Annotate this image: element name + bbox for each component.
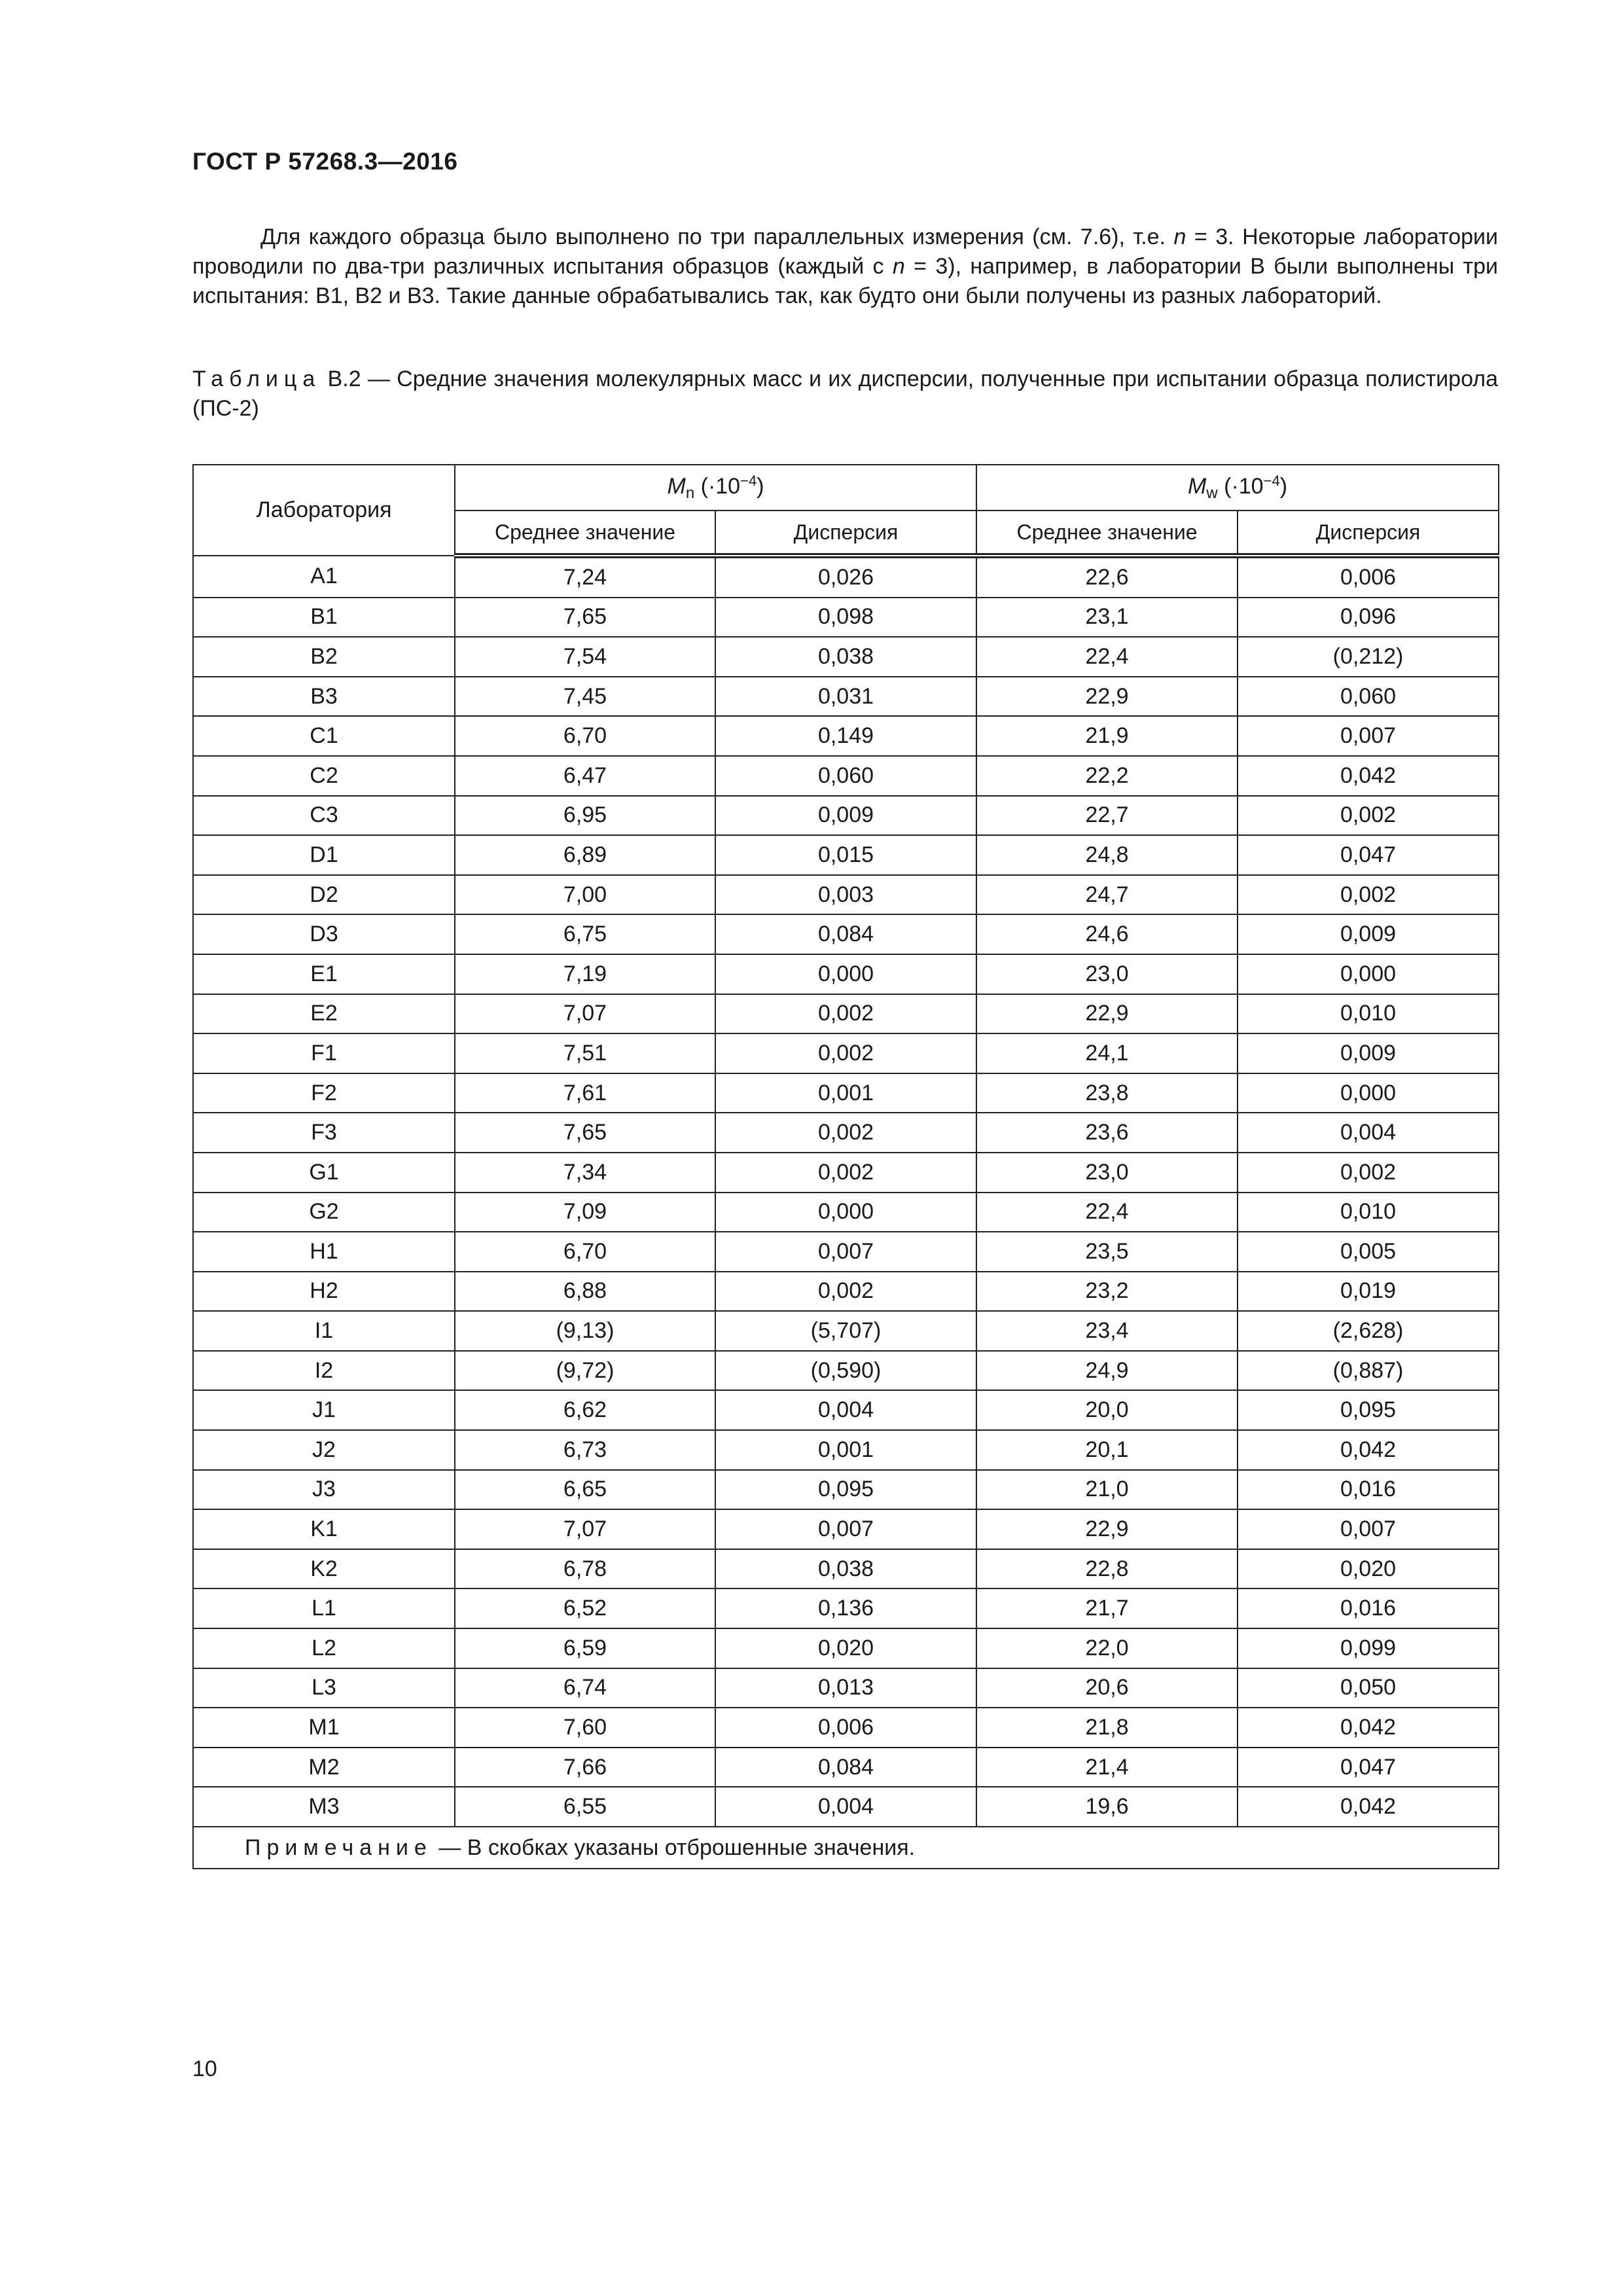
note-text: — В скобках указаны отброшенные значения. <box>432 1835 916 1860</box>
cell-laboratory: C3 <box>193 796 455 836</box>
cell-mw-mean: 20,6 <box>976 1668 1238 1708</box>
table-caption-text: B.2 — Средние значения молекулярных масс и их дисперсии, полученные при испытании образца полистирола (ПС-2) <box>192 367 1498 421</box>
cell-laboratory: J3 <box>193 1470 455 1510</box>
cell-mn-mean: (9,13) <box>455 1311 715 1351</box>
cell-laboratory: I1 <box>193 1311 455 1351</box>
mn-symbol: M <box>667 474 686 499</box>
table-row <box>193 1470 1499 1510</box>
cell-mw-mean: 24,8 <box>976 835 1238 875</box>
cell-laboratory: G1 <box>193 1153 455 1193</box>
table-row <box>193 1509 1499 1549</box>
cell-laboratory: L1 <box>193 1588 455 1628</box>
cell-mw-dispersion: 0,099 <box>1238 1628 1499 1668</box>
intro-n-2: n <box>892 254 905 279</box>
cell-mw-dispersion: 0,010 <box>1238 1193 1499 1232</box>
table-row <box>193 1549 1499 1589</box>
cell-laboratory: L3 <box>193 1668 455 1708</box>
cell-mn-dispersion: 0,002 <box>715 1272 976 1312</box>
cell-laboratory: E1 <box>193 954 455 994</box>
cell-mn-dispersion: 0,020 <box>715 1628 976 1668</box>
table-row <box>193 1351 1499 1391</box>
mn-subscript: n <box>685 484 695 502</box>
intro-paragraph <box>192 223 1498 311</box>
cell-laboratory: K2 <box>193 1549 455 1589</box>
cell-mn-dispersion: 0,007 <box>715 1509 976 1549</box>
cell-mn-dispersion: 0,009 <box>715 796 976 836</box>
cell-mw-mean: 20,1 <box>976 1430 1238 1470</box>
cell-mw-mean: 22,0 <box>976 1628 1238 1668</box>
cell-laboratory: F2 <box>193 1073 455 1113</box>
cell-laboratory: C1 <box>193 716 455 756</box>
mw-scale: (·10 <box>1217 474 1264 499</box>
mw-scale-close: ) <box>1279 474 1288 499</box>
cell-mn-dispersion: 0,001 <box>715 1073 976 1113</box>
cell-laboratory: M3 <box>193 1787 455 1827</box>
table-row <box>193 1311 1499 1351</box>
cell-laboratory: J1 <box>193 1390 455 1430</box>
cell-mw-dispersion: 0,009 <box>1238 1033 1499 1073</box>
cell-mw-dispersion: 0,060 <box>1238 677 1499 717</box>
cell-mn-mean: 7,00 <box>455 875 715 915</box>
cell-mn-dispersion: (0,590) <box>715 1351 976 1391</box>
cell-mw-dispersion: 0,000 <box>1238 954 1499 994</box>
cell-mw-dispersion: 0,042 <box>1238 1430 1499 1470</box>
cell-mn-dispersion: 0,038 <box>715 637 976 677</box>
header-mw-dispersion: Дисперсия <box>1238 511 1499 556</box>
table-row <box>193 1193 1499 1232</box>
cell-mw-mean: 23,2 <box>976 1272 1238 1312</box>
document-standard-header: ГОСТ Р 57268.3—2016 <box>192 148 458 175</box>
cell-mw-mean: 23,0 <box>976 954 1238 994</box>
cell-laboratory: M2 <box>193 1748 455 1787</box>
cell-laboratory: H1 <box>193 1232 455 1272</box>
table-body <box>193 556 1499 1827</box>
cell-mn-dispersion: 0,002 <box>715 1033 976 1073</box>
cell-laboratory: C2 <box>193 756 455 796</box>
note-label: Примечание <box>245 1835 433 1860</box>
cell-mn-mean: 6,70 <box>455 1232 715 1272</box>
cell-mw-dispersion: 0,002 <box>1238 1153 1499 1193</box>
cell-mn-dispersion: 0,015 <box>715 835 976 875</box>
cell-laboratory: I2 <box>193 1351 455 1391</box>
cell-mw-dispersion: 0,004 <box>1238 1113 1499 1153</box>
cell-laboratory: H2 <box>193 1272 455 1312</box>
table-row <box>193 1390 1499 1430</box>
cell-laboratory: G2 <box>193 1193 455 1232</box>
cell-mn-mean: 7,51 <box>455 1033 715 1073</box>
cell-mn-mean: 7,54 <box>455 637 715 677</box>
header-mw-group <box>976 465 1499 511</box>
cell-mw-mean: 19,6 <box>976 1787 1238 1827</box>
cell-laboratory: A1 <box>193 556 455 598</box>
cell-mw-dispersion: 0,042 <box>1238 1708 1499 1748</box>
cell-mw-mean: 21,0 <box>976 1470 1238 1510</box>
table-row <box>193 598 1499 637</box>
table-row <box>193 1153 1499 1193</box>
header-mn-dispersion: Дисперсия <box>715 511 976 556</box>
cell-laboratory: D3 <box>193 914 455 954</box>
cell-mw-dispersion: 0,016 <box>1238 1588 1499 1628</box>
cell-mn-mean: 6,95 <box>455 796 715 836</box>
cell-mw-mean: 24,9 <box>976 1351 1238 1391</box>
cell-mn-mean: 6,75 <box>455 914 715 954</box>
cell-mw-dispersion: 0,009 <box>1238 914 1499 954</box>
cell-mw-mean: 23,4 <box>976 1311 1238 1351</box>
cell-laboratory: D2 <box>193 875 455 915</box>
cell-mw-mean: 21,8 <box>976 1708 1238 1748</box>
table-row <box>193 796 1499 836</box>
cell-mn-mean: 6,70 <box>455 716 715 756</box>
cell-mw-dispersion: 0,005 <box>1238 1232 1499 1272</box>
cell-mn-mean: 6,65 <box>455 1470 715 1510</box>
cell-mw-mean: 23,5 <box>976 1232 1238 1272</box>
page-number: 10 <box>192 2056 217 2081</box>
cell-mw-mean: 21,4 <box>976 1748 1238 1787</box>
cell-mw-dispersion: 0,010 <box>1238 994 1499 1034</box>
cell-mn-mean: 6,89 <box>455 835 715 875</box>
cell-mw-dispersion: (0,212) <box>1238 637 1499 677</box>
intro-n-1: n <box>1173 224 1186 249</box>
table-row <box>193 1430 1499 1470</box>
cell-mn-mean: 7,66 <box>455 1748 715 1787</box>
table-row <box>193 556 1499 598</box>
cell-mw-mean: 22,4 <box>976 637 1238 677</box>
cell-mn-dispersion: 0,098 <box>715 598 976 637</box>
cell-laboratory: F1 <box>193 1033 455 1073</box>
cell-laboratory: B3 <box>193 677 455 717</box>
cell-mn-mean: 6,47 <box>455 756 715 796</box>
mn-exponent: −4 <box>740 473 757 489</box>
table-row <box>193 1628 1499 1668</box>
cell-mw-mean: 23,6 <box>976 1113 1238 1153</box>
table-row <box>193 677 1499 717</box>
table-row <box>193 994 1499 1034</box>
cell-mn-mean: 7,61 <box>455 1073 715 1113</box>
table-row <box>193 1272 1499 1312</box>
cell-mn-mean: 7,07 <box>455 1509 715 1549</box>
cell-laboratory: K1 <box>193 1509 455 1549</box>
cell-mn-dispersion: (5,707) <box>715 1311 976 1351</box>
intro-text-1: Для каждого образца было выполнено по три параллельных измерения (см. 7.6), т.е. <box>260 224 1174 249</box>
table-row <box>193 954 1499 994</box>
table-row <box>193 756 1499 796</box>
cell-mn-dispersion: 0,001 <box>715 1430 976 1470</box>
cell-laboratory: D1 <box>193 835 455 875</box>
table-row <box>193 716 1499 756</box>
cell-mw-mean: 24,7 <box>976 875 1238 915</box>
mw-exponent: −4 <box>1263 473 1280 489</box>
cell-mn-mean: 6,55 <box>455 1787 715 1827</box>
table-note <box>193 1827 1499 1869</box>
cell-mw-dispersion: (2,628) <box>1238 1311 1499 1351</box>
table-row <box>193 1033 1499 1073</box>
cell-mn-mean: 7,07 <box>455 994 715 1034</box>
cell-mn-mean: 7,65 <box>455 598 715 637</box>
cell-mw-dispersion: 0,047 <box>1238 835 1499 875</box>
mw-subscript: w <box>1206 484 1218 502</box>
header-mn-mean: Среднее значение <box>455 511 715 556</box>
cell-mn-mean: 7,24 <box>455 556 715 598</box>
cell-mn-mean: 7,45 <box>455 677 715 717</box>
cell-mw-mean: 22,9 <box>976 677 1238 717</box>
cell-mw-mean: 21,7 <box>976 1588 1238 1628</box>
cell-mw-dispersion: 0,007 <box>1238 716 1499 756</box>
intro-text-3: = 3), например, в лаборатории B были выполнены три испытания: B1, B2 и B3. Такие данные обрабатывались так, как будто они были получены из разных лабораторий. <box>192 254 1498 308</box>
cell-mw-dispersion: 0,007 <box>1238 1509 1499 1549</box>
table-row <box>193 1113 1499 1153</box>
header-laboratory: Лаборатория <box>193 465 455 556</box>
table-row <box>193 1708 1499 1748</box>
cell-mn-mean: 7,34 <box>455 1153 715 1193</box>
cell-mw-dispersion: 0,016 <box>1238 1470 1499 1510</box>
table-row <box>193 1668 1499 1708</box>
table-row <box>193 1748 1499 1787</box>
cell-mw-mean: 24,6 <box>976 914 1238 954</box>
cell-mn-mean: (9,72) <box>455 1351 715 1391</box>
cell-mw-dispersion: (0,887) <box>1238 1351 1499 1391</box>
cell-mn-dispersion: 0,038 <box>715 1549 976 1589</box>
table-row <box>193 875 1499 915</box>
cell-mw-dispersion: 0,050 <box>1238 1668 1499 1708</box>
cell-mn-dispersion: 0,003 <box>715 875 976 915</box>
cell-laboratory: E2 <box>193 994 455 1034</box>
table-row <box>193 1232 1499 1272</box>
cell-mw-dispersion: 0,000 <box>1238 1073 1499 1113</box>
cell-mw-mean: 23,8 <box>976 1073 1238 1113</box>
cell-mw-dispersion: 0,042 <box>1238 1787 1499 1827</box>
table-row <box>193 1787 1499 1827</box>
cell-mw-dispersion: 0,096 <box>1238 598 1499 637</box>
cell-mw-dispersion: 0,019 <box>1238 1272 1499 1312</box>
cell-mn-mean: 6,52 <box>455 1588 715 1628</box>
table-caption <box>192 365 1498 423</box>
cell-mw-mean: 22,8 <box>976 1549 1238 1589</box>
cell-laboratory: B2 <box>193 637 455 677</box>
cell-mw-dispersion: 0,002 <box>1238 875 1499 915</box>
cell-mw-dispersion: 0,042 <box>1238 756 1499 796</box>
cell-mn-dispersion: 0,031 <box>715 677 976 717</box>
table-row <box>193 914 1499 954</box>
cell-mn-mean: 6,78 <box>455 1549 715 1589</box>
cell-mw-mean: 22,2 <box>976 756 1238 796</box>
cell-mw-dispersion: 0,002 <box>1238 796 1499 836</box>
cell-mn-dispersion: 0,149 <box>715 716 976 756</box>
table-row <box>193 637 1499 677</box>
table-row <box>193 1588 1499 1628</box>
cell-mn-dispersion: 0,013 <box>715 1668 976 1708</box>
cell-mn-dispersion: 0,084 <box>715 1748 976 1787</box>
cell-mn-dispersion: 0,000 <box>715 1193 976 1232</box>
molecular-mass-table <box>192 464 1499 1869</box>
cell-laboratory: M1 <box>193 1708 455 1748</box>
cell-mw-mean: 23,1 <box>976 598 1238 637</box>
table-row <box>193 835 1499 875</box>
cell-mn-dispersion: 0,095 <box>715 1470 976 1510</box>
header-mw-mean: Среднее значение <box>976 511 1238 556</box>
cell-mn-dispersion: 0,084 <box>715 914 976 954</box>
cell-mn-mean: 7,19 <box>455 954 715 994</box>
cell-mn-dispersion: 0,026 <box>715 556 976 598</box>
cell-laboratory: B1 <box>193 598 455 637</box>
cell-mw-dispersion: 0,006 <box>1238 556 1499 598</box>
cell-mn-mean: 6,59 <box>455 1628 715 1668</box>
cell-mn-dispersion: 0,000 <box>715 954 976 994</box>
cell-mn-dispersion: 0,004 <box>715 1787 976 1827</box>
cell-mw-mean: 22,7 <box>976 796 1238 836</box>
cell-mn-mean: 7,09 <box>455 1193 715 1232</box>
cell-mn-mean: 7,65 <box>455 1113 715 1153</box>
cell-mn-mean: 6,88 <box>455 1272 715 1312</box>
mn-scale: (·10 <box>694 474 741 499</box>
cell-mw-dispersion: 0,095 <box>1238 1390 1499 1430</box>
cell-mn-dispersion: 0,002 <box>715 1153 976 1193</box>
cell-mn-mean: 6,73 <box>455 1430 715 1470</box>
cell-mw-mean: 22,4 <box>976 1193 1238 1232</box>
cell-mn-dispersion: 0,004 <box>715 1390 976 1430</box>
cell-mw-mean: 21,9 <box>976 716 1238 756</box>
cell-laboratory: F3 <box>193 1113 455 1153</box>
cell-mn-dispersion: 0,006 <box>715 1708 976 1748</box>
cell-laboratory: L2 <box>193 1628 455 1668</box>
cell-laboratory: J2 <box>193 1430 455 1470</box>
cell-mw-dispersion: 0,020 <box>1238 1549 1499 1589</box>
cell-mw-mean: 24,1 <box>976 1033 1238 1073</box>
cell-mn-dispersion: 0,007 <box>715 1232 976 1272</box>
cell-mn-dispersion: 0,002 <box>715 1113 976 1153</box>
mw-symbol: M <box>1188 474 1207 499</box>
mn-scale-close: ) <box>757 474 764 499</box>
cell-mn-mean: 6,74 <box>455 1668 715 1708</box>
cell-mw-mean: 22,6 <box>976 556 1238 598</box>
cell-mn-mean: 6,62 <box>455 1390 715 1430</box>
cell-mn-mean: 7,60 <box>455 1708 715 1748</box>
table-row <box>193 1073 1499 1113</box>
cell-mw-mean: 23,0 <box>976 1153 1238 1193</box>
header-mn-group <box>455 465 976 511</box>
cell-mw-mean: 20,0 <box>976 1390 1238 1430</box>
intro-text-2: = 3. Некоторые лаборатории проводили по два-три различных испытания образцов (каждый с <box>192 224 1498 279</box>
cell-mw-mean: 22,9 <box>976 994 1238 1034</box>
cell-mw-dispersion: 0,047 <box>1238 1748 1499 1787</box>
cell-mn-dispersion: 0,002 <box>715 994 976 1034</box>
table-caption-label: Таблица <box>192 367 321 391</box>
cell-mw-mean: 22,9 <box>976 1509 1238 1549</box>
cell-mn-dispersion: 0,136 <box>715 1588 976 1628</box>
cell-mn-dispersion: 0,060 <box>715 756 976 796</box>
